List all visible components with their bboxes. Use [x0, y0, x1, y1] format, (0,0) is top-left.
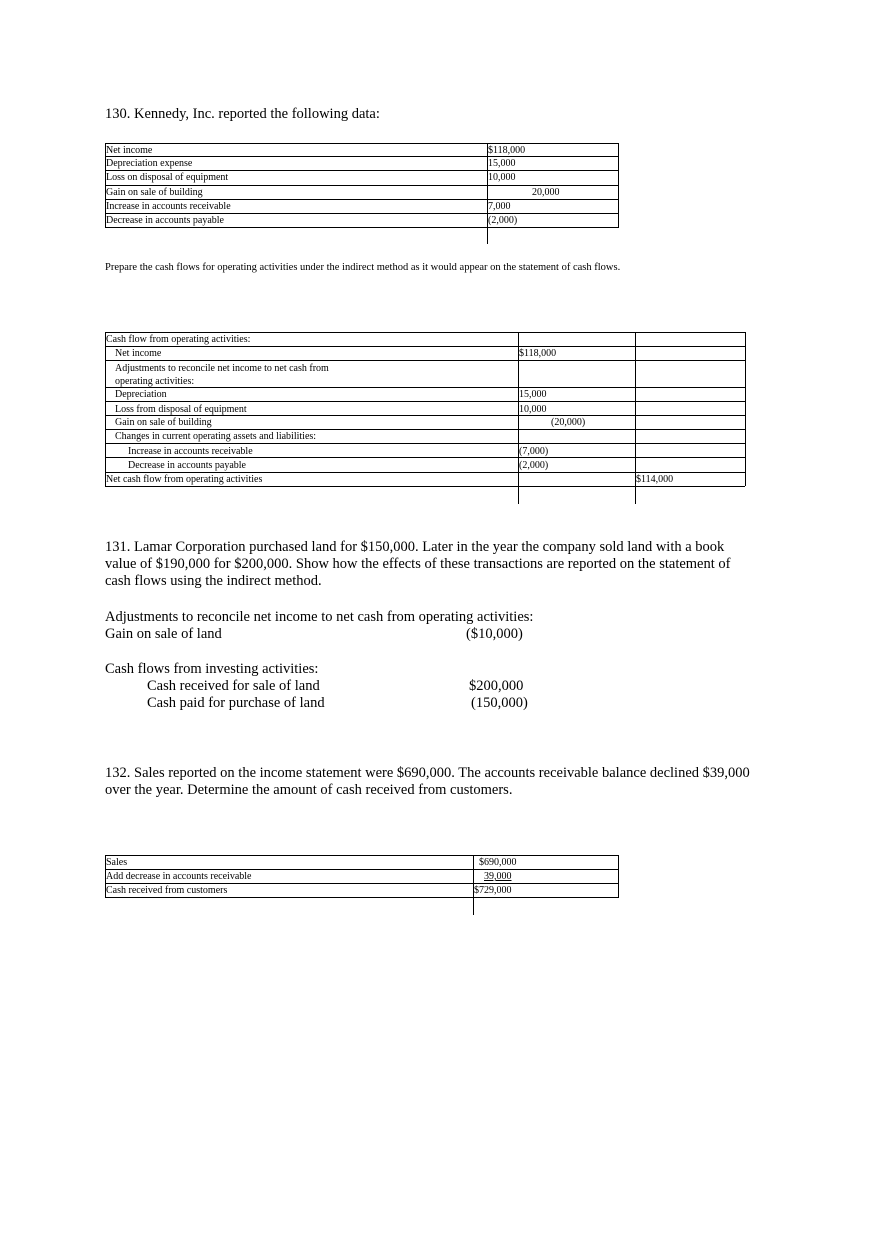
q131-adjustments-heading: Adjustments to reconcile net income to net cash from operating activities: [105, 609, 534, 625]
table-row-label: Adjustments to reconcile net income to net cash from [115, 363, 329, 374]
table-row-label: Net income [115, 348, 162, 359]
table-row-value: 7,000 [488, 201, 511, 212]
table-row-label: Sales [106, 857, 128, 868]
table-row-value: 20,000 [532, 187, 560, 198]
table-row-value: $118,000 [519, 348, 557, 359]
table-row-label: Increase in accounts receivable [106, 201, 231, 212]
table-row-value: 10,000 [519, 404, 547, 415]
table-row-value: (2,000) [519, 460, 549, 471]
table-row-label: Decrease in accounts payable [128, 460, 246, 471]
table-row-value: 15,000 [488, 158, 516, 169]
table-row-label: Decrease in accounts payable [106, 215, 224, 226]
table-row-value: $118,000 [488, 145, 526, 156]
q132-question [105, 765, 750, 799]
q130-instruction: Prepare the cash flows for operating activities under the indirect method as it would appear on the statement of cash flows. [105, 262, 621, 273]
table-row-label: Net income [106, 145, 153, 156]
q131-investing-heading: Cash flows from investing activities: [105, 661, 319, 677]
question-line: cash flows using the indirect method. [105, 573, 322, 589]
table-row-label: Gain on sale of building [115, 417, 212, 428]
table-row-value: 39,000 [484, 871, 512, 882]
table-row-label: Changes in current operating assets and liabilities: [115, 431, 317, 442]
table-row-value: 10,000 [488, 172, 516, 183]
q131-received-value: $200,000 [469, 678, 524, 694]
q131-question [105, 539, 730, 590]
table-row-label: Depreciation expense [106, 158, 193, 169]
question-line: over the year. Determine the amount of cash received from customers. [105, 782, 513, 798]
question-line: value of $190,000 for $200,000. Show how the effects of these transactions are reported on the statement of [105, 556, 731, 572]
table-row-value: (2,000) [488, 215, 518, 226]
table-row-value: $690,000 [479, 857, 517, 868]
table-row-value: $729,000 [474, 885, 512, 896]
table-row-label: Increase in accounts receivable [128, 446, 253, 457]
q131-paid-label: Cash paid for purchase of land [147, 695, 325, 711]
table-row-label: Gain on sale of building [106, 187, 203, 198]
table-row-value: (20,000) [551, 417, 586, 428]
table-row-label: Net cash flow from operating activities [106, 474, 263, 485]
q131-gain-value: ($10,000) [466, 626, 523, 642]
question-line: 132. Sales reported on the income statement were $690,000. The accounts receivable balance declined $39,000 [105, 765, 750, 781]
q131-paid-value: (150,000) [471, 695, 528, 711]
table-row-label: Add decrease in accounts receivable [106, 871, 252, 882]
table-row-label: Depreciation [115, 389, 167, 400]
q131-received-label: Cash received for sale of land [147, 678, 320, 694]
table-row-total: $114,000 [636, 474, 674, 485]
table-row-label-cont: operating activities: [115, 376, 195, 387]
table-row-label: Cash flow from operating activities: [106, 334, 251, 345]
table-row-value: (7,000) [519, 446, 549, 457]
table-row-value: 15,000 [519, 389, 547, 400]
q130-heading: 130. Kennedy, Inc. reported the following data: [105, 106, 380, 122]
table-row-label: Cash received from customers [106, 885, 228, 896]
q131-gain-label: Gain on sale of land [105, 626, 222, 642]
table-row-label: Loss from disposal of equipment [115, 404, 247, 415]
question-line: 131. Lamar Corporation purchased land for $150,000. Later in the year the company sold land with a book [105, 539, 725, 555]
table-row-label: Loss on disposal of equipment [106, 172, 229, 183]
